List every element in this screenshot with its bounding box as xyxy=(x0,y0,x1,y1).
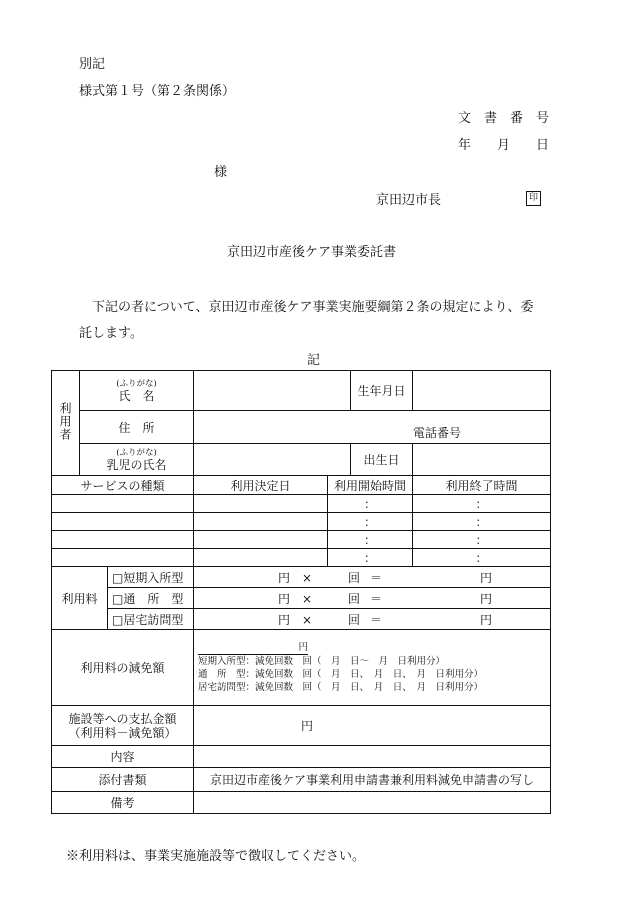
document-title: 京田辺市産後ケア事業委託書 xyxy=(227,245,397,260)
fee-calc: 円 × 回 ＝ 円 xyxy=(194,567,551,588)
remarks-field[interactable] xyxy=(194,792,551,814)
fee-type-short-stay[interactable]: □短期入所型 xyxy=(108,567,194,588)
start-time-field[interactable]: ： xyxy=(328,513,413,531)
birth-day-field[interactable] xyxy=(413,444,551,476)
reduction-label: 利用料の減免額 xyxy=(52,630,194,706)
issue-date: 年 月 日 xyxy=(458,138,550,153)
start-time-field[interactable]: ： xyxy=(328,549,413,567)
remarks-label: 備考 xyxy=(52,792,194,814)
attachments-value: 京田辺市産後ケア事業利用申請書兼利用料減免申請書の写し xyxy=(194,768,551,792)
start-time-field[interactable]: ： xyxy=(328,495,413,513)
content-label: 内容 xyxy=(52,746,194,768)
payment-field[interactable]: 円 xyxy=(194,706,551,746)
reduction-day-care: 通 所 型：減免回数 回（ 月 日、 月 日、 月 日利用分） xyxy=(198,669,484,680)
name-field[interactable] xyxy=(194,371,351,411)
service-type-field[interactable] xyxy=(52,495,194,513)
fee-calc: 円 × 回 ＝ 円 xyxy=(194,588,551,609)
service-row xyxy=(52,549,551,567)
ki-heading: 記 xyxy=(307,353,321,368)
infant-name-label: (ふりがな) 乳児の氏名 xyxy=(80,444,194,476)
addressee-suffix: 様 xyxy=(214,165,228,180)
form-number: 様式第１号（第２条関係） xyxy=(79,84,236,99)
seal-text: 印 xyxy=(526,191,541,206)
header-service-type: サービスの種類 xyxy=(52,476,194,495)
fee-row xyxy=(52,567,551,588)
end-time-field[interactable]: ： xyxy=(413,513,551,531)
end-time-field[interactable]: ： xyxy=(413,531,551,549)
footnote: ※利用料は、事業実施施設等で徴収してください。 xyxy=(66,849,366,864)
start-time-field[interactable]: ： xyxy=(328,531,413,549)
infant-name-field[interactable] xyxy=(194,444,351,476)
phone-label: 電話番号 xyxy=(413,426,462,440)
address-label: 住 所 xyxy=(80,411,194,444)
fee-calc: 円 × 回 ＝ 円 xyxy=(194,609,551,630)
body-text-line1: 下記の者について、京田辺市産後ケア事業実施要綱第２条の規定により、委 xyxy=(92,300,534,315)
header-start-time: 利用開始時間 xyxy=(328,476,413,495)
decision-date-field[interactable] xyxy=(194,495,328,513)
fee-type-home-visit[interactable]: □居宅訪問型 xyxy=(108,609,194,630)
payment-label: 施設等への支払金額 （利用料－減免額） xyxy=(52,706,194,746)
commission-table xyxy=(51,370,551,814)
document-number: 文 書 番 号 xyxy=(458,111,550,126)
address-field[interactable] xyxy=(194,411,551,444)
birth-day-label: 出生日 xyxy=(351,444,413,476)
service-type-field[interactable] xyxy=(52,513,194,531)
decision-date-field[interactable] xyxy=(194,531,328,549)
appendix-label: 別記 xyxy=(79,57,106,72)
service-type-field[interactable] xyxy=(52,531,194,549)
end-time-field[interactable]: ： xyxy=(413,549,551,567)
decision-date-field[interactable] xyxy=(194,513,328,531)
fee-type-day-care[interactable]: □通 所 型 xyxy=(108,588,194,609)
end-time-field[interactable]: ： xyxy=(413,495,551,513)
fee-row xyxy=(52,588,551,609)
birthdate-field[interactable] xyxy=(413,371,551,411)
birthdate-label: 生年月日 xyxy=(351,371,413,411)
body-text-line2: 託します。 xyxy=(79,326,143,341)
decision-date-field[interactable] xyxy=(194,549,328,567)
service-row xyxy=(52,531,551,549)
header-decision-date: 利用決定日 xyxy=(194,476,328,495)
service-row xyxy=(52,513,551,531)
reduction-details[interactable] xyxy=(194,630,551,706)
user-group-label: 利用者 xyxy=(52,371,80,476)
reduction-amount: 円 xyxy=(198,641,308,655)
attachments-label: 添付書類 xyxy=(52,768,194,792)
reduction-home-visit: 居宅訪問型：減免回数 回（ 月 日、 月 日、 月 日利用分） xyxy=(198,682,484,693)
reduction-short-stay: 短期入所型：減免回数 回（ 月 日～ 月 日利用分） xyxy=(198,656,446,667)
sender-name: 京田辺市長 xyxy=(376,193,442,208)
fee-row xyxy=(52,609,551,630)
service-type-field[interactable] xyxy=(52,549,194,567)
seal-mark xyxy=(526,189,541,206)
header-end-time: 利用終了時間 xyxy=(413,476,551,495)
fee-group-label: 利用料 xyxy=(52,567,108,630)
name-label: (ふりがな) 氏 名 xyxy=(80,371,194,411)
service-row xyxy=(52,495,551,513)
content-field[interactable] xyxy=(194,746,551,768)
